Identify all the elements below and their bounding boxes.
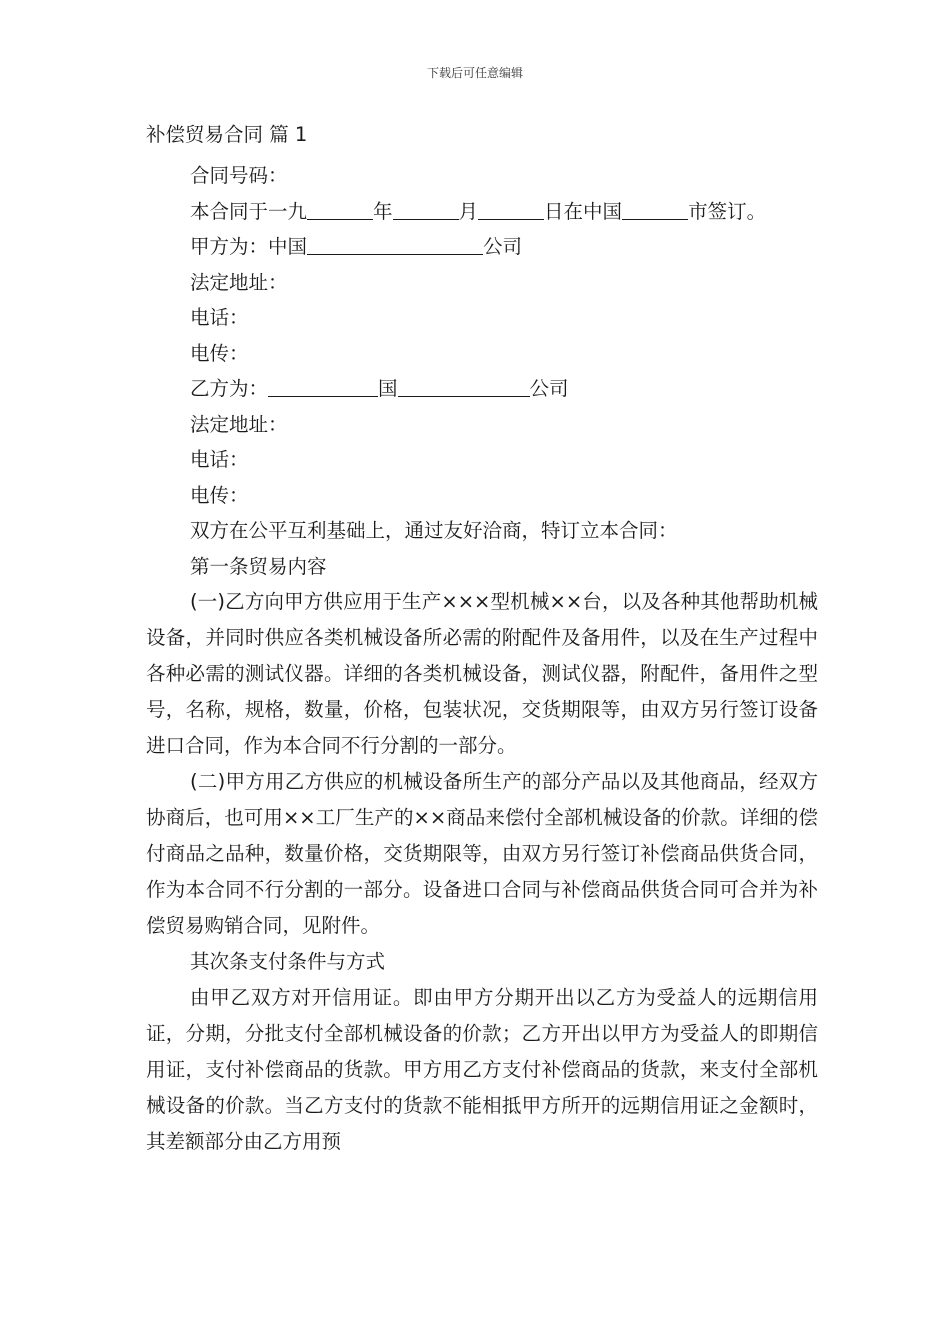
signing-text-2: 年 — [373, 199, 393, 223]
party-a-address-line — [146, 265, 818, 301]
party-b-address-label: 法定地址： — [190, 412, 288, 436]
signing-date-line — [146, 194, 818, 230]
article-2-heading — [146, 944, 818, 980]
party-b-text-3: 公司 — [529, 377, 569, 400]
article-1-heading — [146, 549, 818, 585]
party-b-text-2: 国 — [378, 377, 398, 400]
party-b-fax-label: 电传： — [190, 483, 249, 507]
contract-number-line — [146, 158, 818, 194]
party-b-country-blank — [268, 376, 378, 397]
party-a-fax-line — [146, 336, 818, 372]
party-b-text-1: 乙方为： — [190, 377, 269, 400]
party-a-phone-label: 电话： — [190, 306, 249, 329]
article-1-heading-text: 第一条贸易内容 — [190, 554, 327, 578]
signing-text-3: 月 — [458, 199, 479, 223]
party-a-address-label: 法定地址： — [190, 270, 288, 294]
signing-text-1: 本合同于一九 — [190, 199, 308, 223]
article-1-item-2: (二)甲方用乙方供应的机械设备所生产的部分产品以及其他商品，经双方协商后，也可用××工厂生产的××商品来偿付全部机械设备的价款。详细的偿付商品之品种，数量价格，交货期限等，由双方另行签订补偿商品供货合同，作为本合同不行分割的一部分。设备进口合同与补偿商品供货合同可合并为补偿贸易购销合同，见附件。 — [146, 770, 818, 937]
party-b-phone-line — [146, 442, 818, 478]
contract-title: 补偿贸易合同 篇 1 — [146, 123, 308, 146]
party-a-company-blank — [307, 234, 483, 255]
signing-text-5: 市签订。 — [688, 199, 767, 223]
party-b-company-blank — [398, 376, 530, 397]
month-blank — [393, 199, 459, 220]
party-a-text-2: 公司 — [483, 235, 523, 258]
signing-text-4: 日在中国 — [544, 199, 623, 223]
year-blank — [307, 199, 373, 220]
party-a-phone-line — [146, 300, 818, 336]
article-2-heading-text: 其次条支付条件与方式 — [190, 950, 386, 973]
preamble-text: 双方在公平互利基础上，通过友好洽商，特订立本合同： — [190, 519, 678, 542]
party-b-address-line — [146, 407, 818, 443]
city-blank — [622, 199, 688, 220]
contract-document — [146, 117, 818, 1160]
party-b-fax-line — [146, 478, 818, 514]
contract-number-label: 合同号码： — [190, 164, 288, 187]
preamble-line — [146, 513, 818, 549]
party-b-phone-label: 电话： — [190, 448, 249, 471]
party-b-line — [146, 371, 818, 407]
day-blank — [478, 199, 544, 220]
article-2-body: 由甲乙双方对开信用证。即由甲方分期开出以乙方为受益人的远期信用证，分期，分批支付全部机械设备的价款；乙方开出以甲方为受益人的即期信用证，支付补偿商品的货款。甲方用乙方支付补偿商品的货款，来支付全部机械设备的价款。当乙方支付的货款不能相抵甲方所开的远期信用证之金额时，其差额部分由乙方用预 — [146, 985, 818, 1153]
party-a-text-1: 甲方为：中国 — [190, 235, 308, 258]
page-header-note: 下载后可任意编辑 — [426, 66, 523, 80]
party-a-fax-label: 电传： — [190, 341, 249, 365]
article-1-item-1: (一)乙方向甲方供应用于生产×××型机械××台，以及各种其他帮助机械设备，并同时供应各类机械设备所必需的附配件及备用件，以及在生产过程中各种必需的测试仪器。详细的各类机械设备，测试仪器，附配件，备用件之型号，名称，规格，数量，价格，包装状况，交货期限等，由双方另行签订设备进口合同，作为本合同不行分割的一部分。 — [146, 590, 818, 757]
party-a-line — [146, 229, 818, 265]
